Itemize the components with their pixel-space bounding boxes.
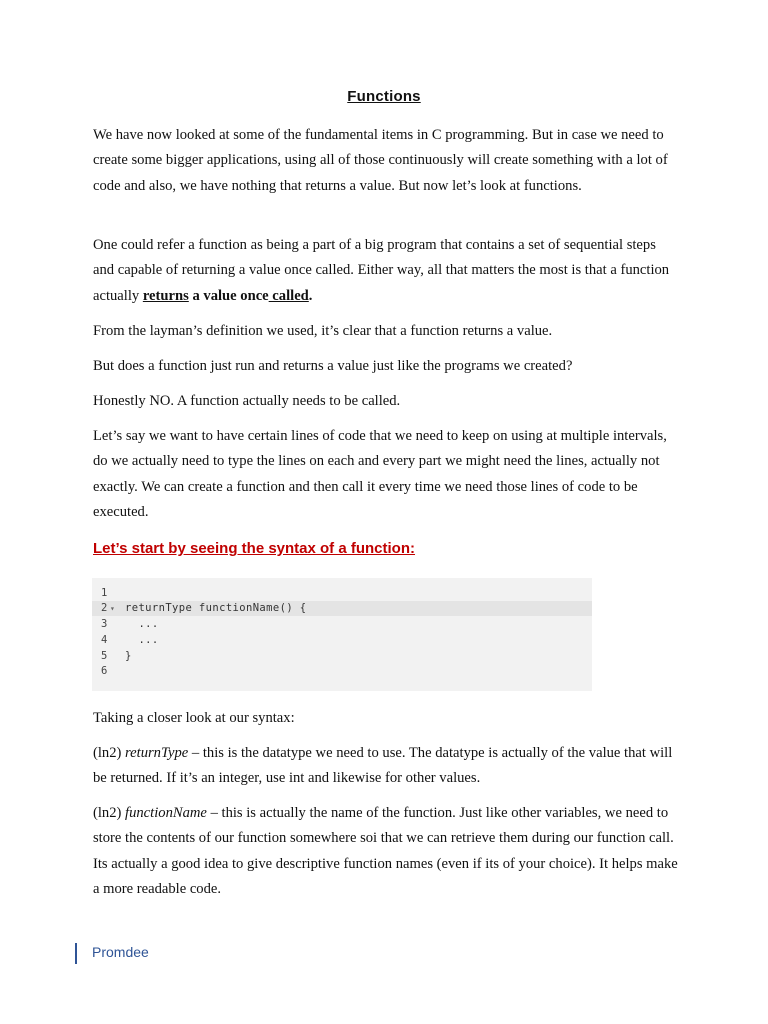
paragraph-answer: Honestly NO. A function actually needs to be called.: [93, 393, 401, 409]
called-emphasis: called: [268, 287, 309, 304]
line-ref: (ln2): [93, 745, 126, 761]
value-once-emphasis: a value once: [188, 287, 269, 304]
line-ref: (ln2): [93, 805, 126, 821]
paragraph-function-name: [93, 801, 678, 902]
paragraph-reuse: Let’s say we want to have certain lines of code that we need to keep on using at multiple intervals, do we actually need to type the lines on each and every part we might need the lines, actually not exactly. We can create a function and then call it every time we need those lines of code to be executed.: [93, 428, 667, 520]
syntax-heading: Let’s start by seeing the syntax of a function:: [93, 540, 416, 557]
paragraph-return-type: [93, 741, 678, 792]
line-number: 3: [101, 618, 108, 630]
line-number: 2: [101, 602, 108, 614]
function-name-description: – this is actually the name of the function. Just like other variables, we need to store the contents of our function somewhere soi that we can retrieve them during our function call. Its actually a good idea to give descriptive function names (even if its of your choice). It helps make a more readable code.: [93, 805, 678, 897]
line-number: 1: [101, 587, 108, 599]
footer-author: Promdee: [92, 944, 149, 960]
code-line: [92, 649, 592, 664]
returns-emphasis: returns: [142, 287, 189, 304]
code-line: [92, 633, 592, 648]
code-line: [92, 617, 592, 632]
term-return-type: returnType: [125, 745, 189, 761]
code-screenshot: [92, 578, 592, 691]
paragraph-definition-text: One could refer a function as being a part of a big program that contains a set of sequential steps and capable of returning a value once called. Either way, all that matters the most is that a function actually: [93, 237, 670, 304]
code-text: ...: [125, 634, 159, 646]
paragraph-question: But does a function just run and returns a value just like the programs we created?: [93, 358, 573, 374]
line-number: 5: [101, 650, 108, 662]
paragraph-closer-look: Taking a closer look at our syntax:: [93, 710, 295, 726]
code-text: returnType functionName() {: [125, 602, 307, 614]
code-text: ...: [125, 618, 159, 630]
code-line-active: [92, 601, 592, 616]
definition-period: .: [308, 287, 313, 304]
footer-accent-bar: [75, 943, 77, 964]
term-function-name: functionName: [125, 805, 207, 821]
return-type-description: – this is the datatype we need to use. The datatype is actually of the value that will be returned. If it’s an integer, use int and likewise for other values.: [93, 745, 673, 787]
code-text: }: [125, 650, 132, 662]
fold-arrow-icon: ▾: [110, 604, 115, 613]
code-line: [92, 664, 592, 679]
line-number: 4: [101, 634, 108, 646]
paragraph-intro: We have now looked at some of the fundamental items in C programming. But in case we need to create some bigger applications, using all of those continuously will create something with a lot of code and also, we have nothing that returns a value. But now let’s look at functions.: [93, 127, 668, 194]
code-line: [92, 586, 592, 601]
paragraph-layman: From the layman’s definition we used, it’s clear that a function returns a value.: [93, 323, 553, 339]
line-number: 6: [101, 665, 108, 677]
document-title: Functions: [347, 88, 421, 105]
paragraph-definition: [93, 233, 678, 309]
